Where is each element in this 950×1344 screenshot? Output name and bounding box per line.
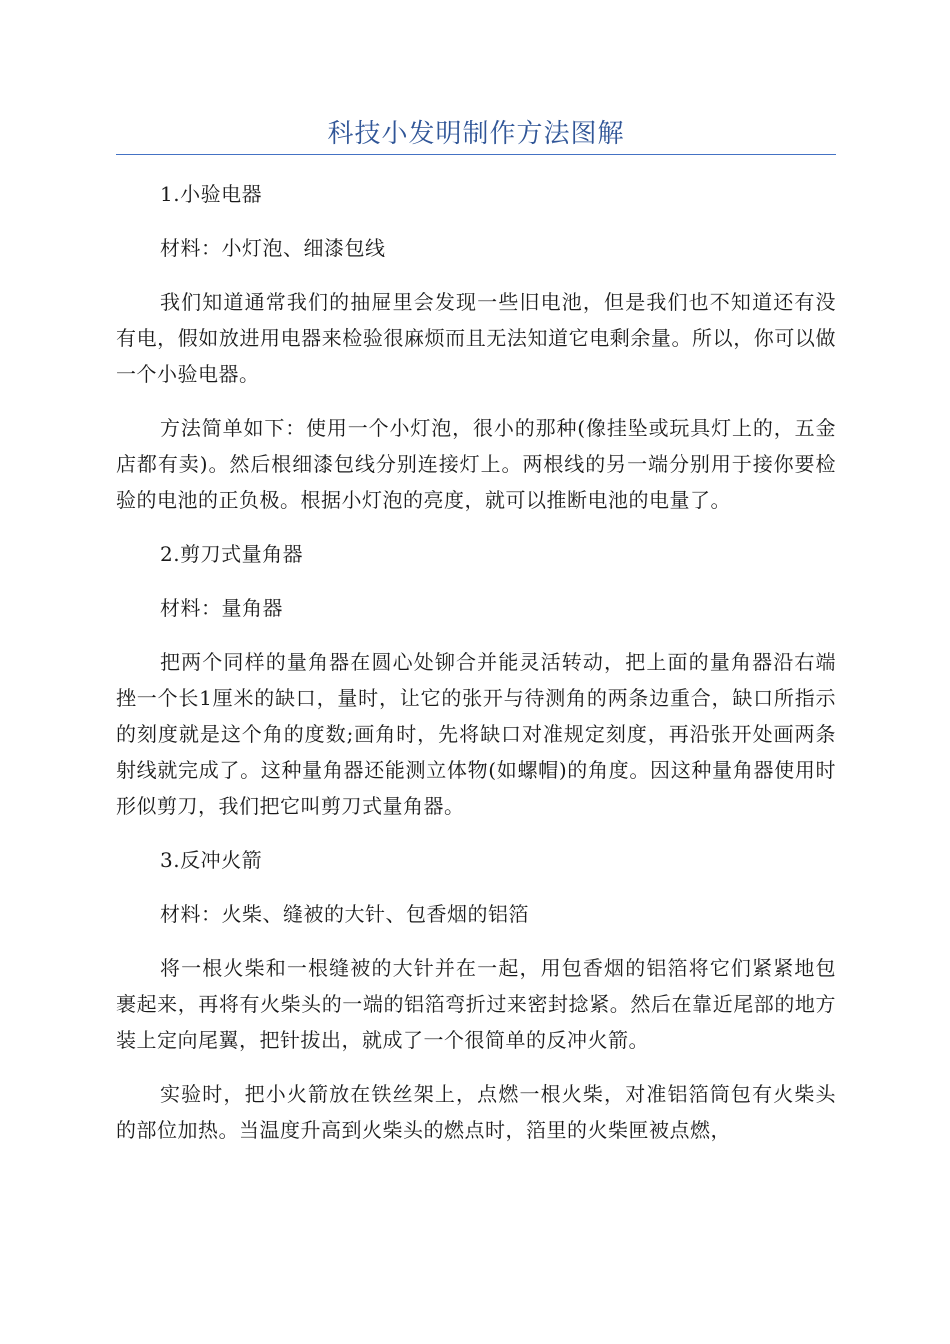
paragraph: 方法简单如下：使用一个小灯泡，很小的那种(像挂坠或玩具灯上的，五金店都有卖)。然后根细漆包线分别连接灯上。两根线的另一端分别用于接你要检验的电池的正负极。根据小灯泡的亮度，就可以推断电池的电量了。 [116, 416, 836, 512]
paragraph: 将一根火柴和一根缝被的大针并在一起，用包香烟的铝箔将它们紧紧地包裹起来，再将有火柴头的一端的铝箔弯折过来密封捻紧。然后在靠近尾部的地方装上定向尾翼，把针拔出，就成了一个很简单的反冲火箭。 [116, 956, 836, 1052]
title-underline [116, 154, 836, 155]
paragraph: 把两个同样的量角器在圆心处铆合并能灵活转动，把上面的量角器沿右端挫一个长1厘米的缺口，量时，让它的张开与待测角的两条边重合，缺口所指示的刻度就是这个角的度数;画角时，先将缺口对准规定刻度，再沿张开处画两条射线就完成了。这种量角器还能测立体物(如螺帽)的角度。因这种量角器使用时形似剪刀，我们把它叫剪刀式量角器。 [116, 650, 836, 818]
section-heading-2: 2.剪刀式量角器 [160, 542, 304, 566]
document-title: 科技小发明制作方法图解 [327, 119, 625, 149]
section-heading-3: 3.反冲火箭 [160, 848, 263, 872]
materials-2: 材料：量角器 [160, 596, 283, 620]
paragraph: 我们知道通常我们的抽屉里会发现一些旧电池，但是我们也不知道还有没有电，假如放进用电器来检验很麻烦而且无法知道它电剩余量。所以，你可以做一个小验电器。 [116, 290, 836, 386]
document-body [116, 176, 836, 1166]
paragraph: 实验时，把小火箭放在铁丝架上，点燃一根火柴，对准铝箔筒包有火柴头的部位加热。当温度升高到火柴头的燃点时，箔里的火柴匣被点燃， [116, 1082, 836, 1142]
materials-3: 材料：火柴、缝被的大针、包香烟的铝箔 [160, 902, 529, 926]
materials-1: 材料：小灯泡、细漆包线 [160, 236, 386, 260]
section-heading-1: 1.小验电器 [160, 182, 263, 206]
